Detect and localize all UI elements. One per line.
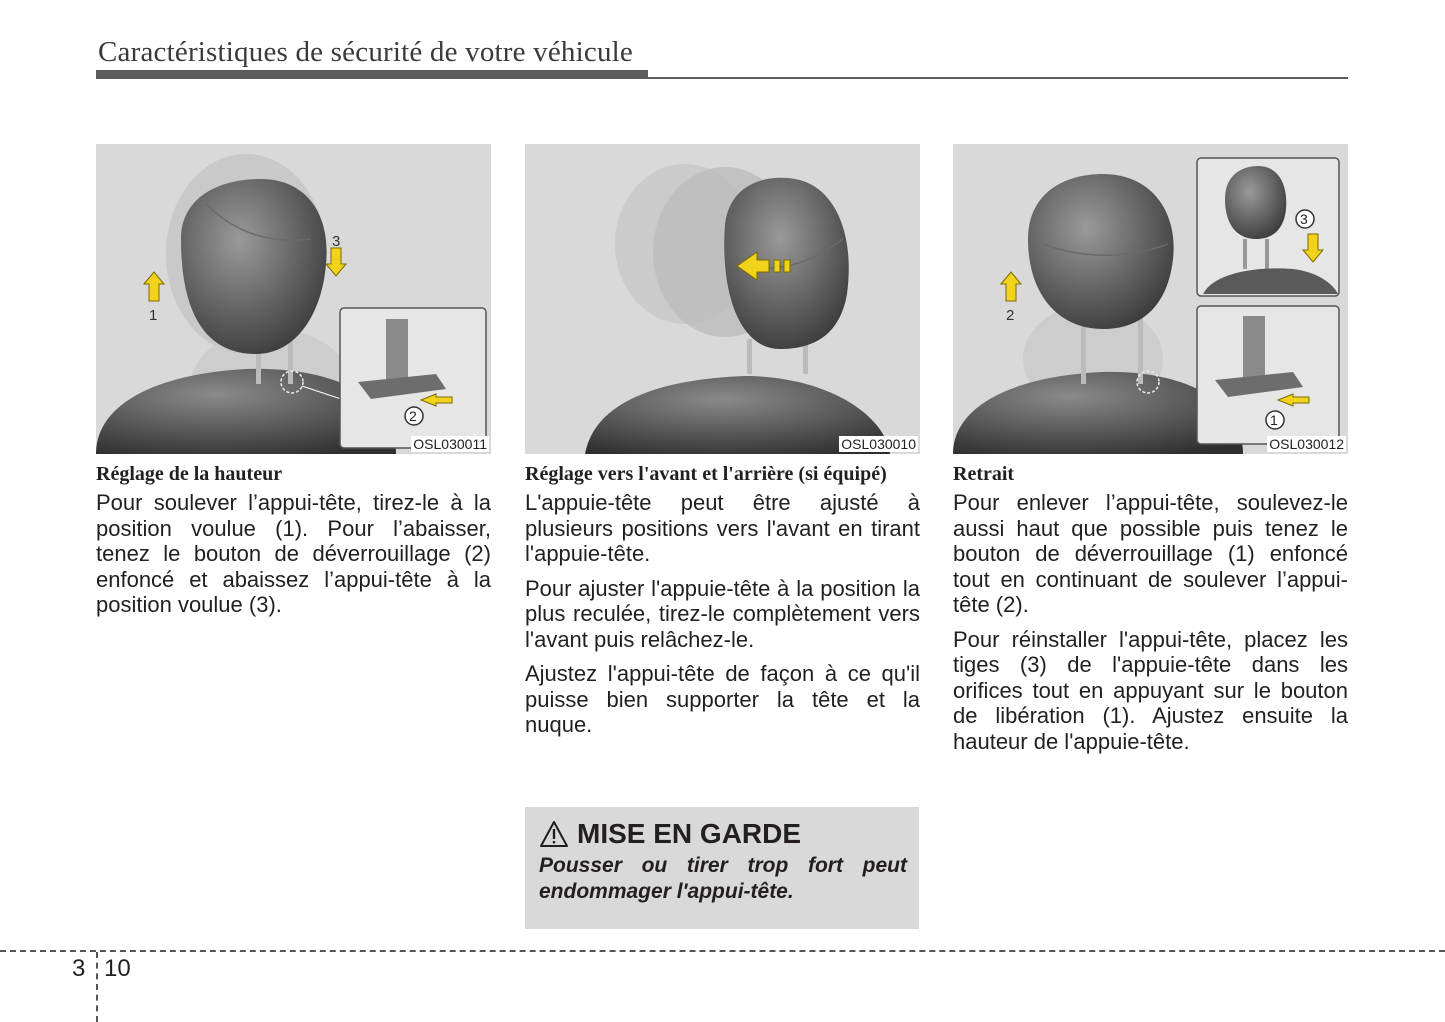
header-rule-thin <box>96 77 1348 79</box>
figure-tilt-adjust <box>525 144 920 454</box>
callout-2: 2 <box>1006 307 1015 324</box>
section-title: Réglage vers l'avant et l'arrière (si équipé) <box>525 463 887 485</box>
paragraph: Pour enlever l’appui-tête, soulevez-le aussi haut que possible puis tenez le bouton de déverrouillage (1) enfoncé tout en continuant de soulever l’appui-tête (2). <box>953 490 1348 617</box>
headrest <box>181 179 327 354</box>
arrow-trail <box>774 260 780 272</box>
paragraph: L'appuie-tête peut être ajusté à plusieurs positions vers l'avant en tirant l'appuie-tête. <box>525 490 920 566</box>
section-title: Réglage de la hauteur <box>96 463 283 485</box>
callout-3: 3 <box>332 233 341 250</box>
headrest-height-illustration <box>96 144 491 454</box>
figure-removal <box>953 144 1348 454</box>
headrest-post <box>747 339 752 374</box>
figure-code: OSL030012 <box>1269 436 1344 452</box>
column-removal <box>953 462 1348 763</box>
warning-box <box>525 807 919 929</box>
arrow-down-icon <box>326 248 346 276</box>
headrest-removal-illustration <box>953 144 1348 454</box>
callout-3: 3 <box>1300 211 1308 227</box>
callout-2: 2 <box>409 408 417 424</box>
callout-1: 1 <box>149 307 158 324</box>
headrest-tilt-illustration <box>525 144 920 454</box>
paragraph: Pour soulever l’appui-tête, tirez-le à la position voulue (1). Pour l’abaisser, tenez le bouton de déverrouillage (2) enfoncé et abaissez l’appui-tête à la position voulue (3). <box>96 490 491 617</box>
footer-rule <box>0 950 1445 952</box>
warning-heading: MISE EN GARDE <box>577 818 802 849</box>
footer-vertical-rule <box>96 952 98 1022</box>
paragraph: Pour réinstaller l'appui-tête, placez les tiges (3) de l'appuie-tête dans les orifices tout en appuyant sur le bouton de libération (1). Ajustez ensuite la hauteur de l'appuie-tête. <box>953 626 1348 754</box>
arrow-up-icon <box>144 272 164 301</box>
inset-post <box>1243 239 1247 269</box>
paragraph: Pour ajuster l'appuie-tête à la position la plus reculée, tirez-le complètement vers l'avant puis relâchez-le. <box>525 575 920 652</box>
figure-code: OSL030011 <box>413 436 487 452</box>
page-title: Caractéristiques de sécurité de votre véhicule <box>98 36 633 68</box>
inset-post <box>1243 316 1265 384</box>
headrest <box>1028 174 1174 329</box>
callout-1: 1 <box>1270 412 1278 428</box>
figure-code: OSL030010 <box>841 436 916 452</box>
page-number: 10 <box>104 955 131 982</box>
chapter-number: 3 <box>72 955 86 982</box>
warning-triangle-icon <box>539 820 569 848</box>
warning-heading-row <box>539 817 907 851</box>
warning-text: Pousser ou tirer trop fort peut endommager l'appui-tête. <box>539 854 907 903</box>
inset-headrest <box>1225 166 1286 239</box>
arrow-up-icon <box>1001 272 1021 301</box>
inset-post <box>1265 239 1269 269</box>
column-tilt-adjust <box>525 462 920 747</box>
paragraph: Ajustez l'appui-tête de façon à ce qu'il puisse bien supporter la tête et la nuque. <box>525 661 920 737</box>
figure-height-adjust <box>96 144 491 454</box>
arrow-trail <box>784 260 790 272</box>
column-height-adjust <box>96 462 491 627</box>
section-title: Retrait <box>953 463 1015 485</box>
